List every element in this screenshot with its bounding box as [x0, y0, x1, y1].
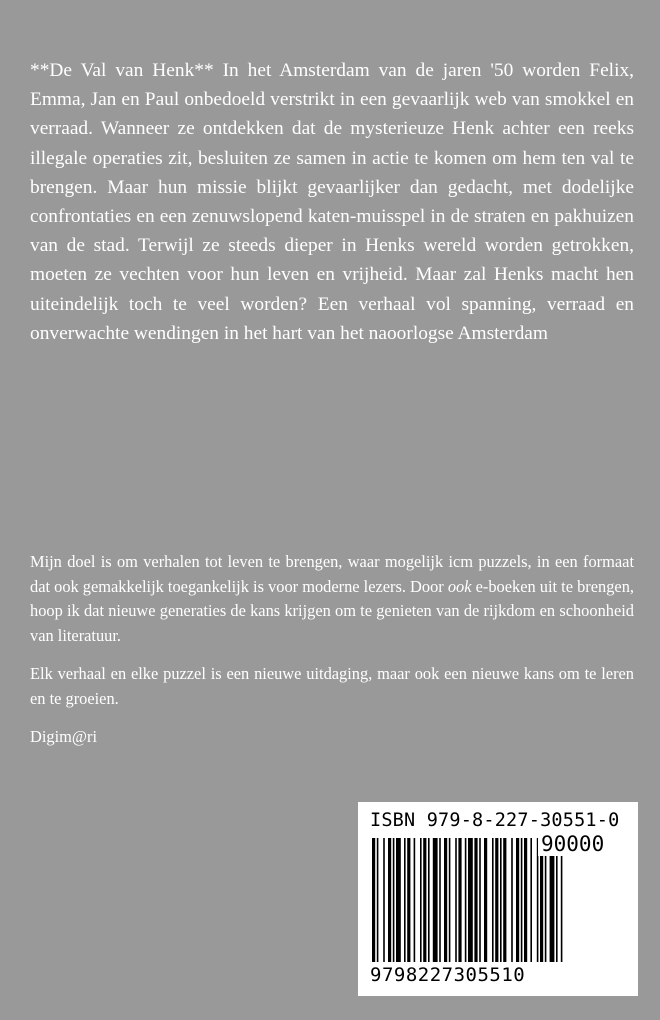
book-blurb: **De Val van Henk** In het Amsterdam van de jaren '50 worden Felix, Emma, Jan en Paul onbedoeld verstrikt in een gevaarlijk web van smokkel en verraad. Wanneer ze ontdekken dat de mysterieuze Henk achter een reeks illegale operaties zit, besluiten ze samen in actie te komen om hem ten val te brengen. Maar hun missie blijkt gevaarlijker dan gedacht, met dodelijke confrontaties en een zenuwslopend katen-muisspel in de straten en pakhuizen van de stad. Terwijl ze steeds dieper in Henks wereld worden getrokken, moeten ze vechten voor hun leven en vrijheid. Maar zal Henks macht hen uiteindelijk toch te veel worden? Een verhaal vol spanning, verraad en onverwachte wendingen in het hart van het naoorlogse Amsterdam [30, 60, 634, 344]
barcode-bar [468, 838, 473, 962]
barcode-bar [383, 838, 385, 962]
barcode-bar [492, 838, 494, 962]
barcode-bar [474, 838, 477, 962]
barcode-bar [540, 838, 543, 962]
author-note [30, 550, 634, 764]
barcode-bar [561, 838, 563, 962]
barcode-bar [500, 838, 502, 962]
barcode-bar [455, 838, 457, 962]
barcode-bar [484, 838, 487, 962]
isbn-barcode [358, 802, 638, 996]
barcode-bar [545, 838, 547, 962]
barcode-bar [393, 838, 395, 962]
ean-digits: 9798227305510 [370, 964, 526, 986]
barcode-bar [407, 838, 410, 962]
barcode-bar [433, 838, 438, 962]
barcode-bar [550, 838, 555, 962]
barcode-bar [530, 838, 532, 962]
barcode-bar [458, 838, 461, 962]
barcode-bar [372, 838, 375, 962]
author-signature: Digim@ri [30, 727, 97, 746]
author-note-paragraph-2: Elk verhaal en elke puzzel is een nieuwe uitdaging, maar ook een nieuwe kans om te leren en te groeien. [30, 664, 634, 708]
barcode-bar [524, 838, 527, 962]
barcode-bar [439, 838, 441, 962]
barcode-bar [449, 838, 451, 962]
barcode-bar [414, 838, 416, 962]
barcode-bar [377, 838, 379, 962]
barcode-bar [465, 838, 467, 962]
barcode-bar [388, 838, 391, 962]
barcode-bar [396, 838, 401, 962]
barcode-bar [479, 838, 481, 962]
barcode-bars [372, 838, 624, 962]
barcode-bar [516, 838, 519, 962]
barcode-bar [556, 838, 558, 962]
author-note-paragraph-1: Mijn doel is om verhalen tot leven te brengen, waar mogelijk icm puzzels, in een formaat dat ook gemakkelijk toegankelijk is voor moderne lezers. Door ook e-boeken uit te brengen, hoop ik dat nieuwe generaties de kans krijgen om te genieten van de rijkdom en schoonheid van literatuur. [30, 552, 634, 645]
barcode-bar [521, 838, 523, 962]
barcode-bar [428, 838, 430, 962]
barcode-bar [495, 838, 498, 962]
emphasis-word: ook [447, 576, 472, 596]
barcode-bar [404, 838, 406, 962]
barcode-bar [444, 838, 447, 962]
barcode-bar [420, 838, 422, 962]
barcode-bar [503, 838, 506, 962]
barcode-bar [423, 838, 426, 962]
barcode-bar [537, 838, 539, 962]
barcode-bar [511, 838, 513, 962]
price-code: 90000 [538, 832, 607, 856]
isbn-label: ISBN 979-8-227-30551-0 [370, 810, 620, 831]
